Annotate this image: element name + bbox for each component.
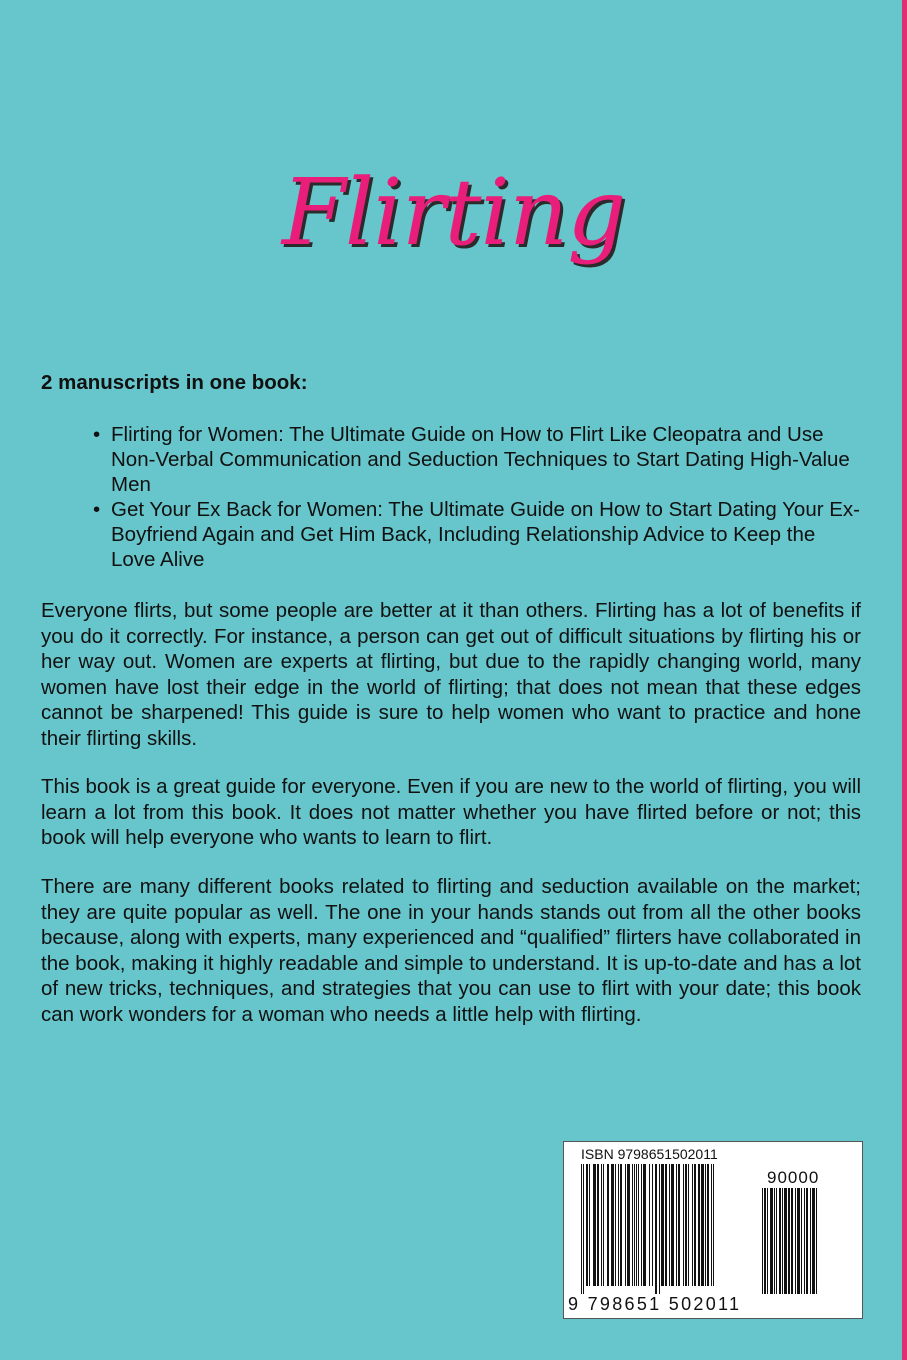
description-paragraph: Everyone flirts, but some people are better at it than others. Flirting has a lot of benefits if you do it correctly. For instance, a person can get out of difficult situations by flirting his or her way out. Women are experts at flirting, but due to the rapidly changing world, many women have lost their edge in the world of flirting; that does not mean that these edges cannot be sharpened! This guide is sure to help women who want to practice and hone their flirting skills.	[41, 599, 861, 750]
isbn-label: ISBN 9798651502011	[581, 1146, 718, 1162]
bullet-icon: •	[93, 423, 101, 446]
manuscript-item	[93, 422, 863, 497]
manuscript-title: Flirting for Women: The Ultimate Guide on How to Flirt Like Cleopatra and Use Non-Verbal Communication and Seduction Techniques to Start Dating High-Value Men	[111, 423, 850, 496]
barcode-addon-bars-icon	[762, 1188, 844, 1296]
bullet-icon: •	[93, 498, 101, 521]
barcode-digits: 9 798651 502011	[568, 1294, 742, 1314]
book-title: Flirting	[281, 159, 626, 266]
description-paragraph: There are many different books related to flirting and seduction available on the market; they are quite popular as well. The one in your hands stands out from all the other books because, along with experts, many experienced and “qualified” flirters have collaborated in the book, making it highly readable and simple to understand. It is up-to-date and has a lot of new tricks, techniques, and strategies that you can use to flirt with your date; this book can work wonders for a woman who needs a little help with flirting.	[41, 875, 861, 1026]
description-paragraph: This book is a great guide for everyone. Even if you are new to the world of flirting, you will learn a lot from this book. It does not matter whether you have flirted before or not; this book will help everyone who wants to learn to flirt.	[41, 775, 861, 849]
manuscript-list	[93, 422, 863, 572]
barcode-bars-icon	[581, 1164, 753, 1296]
manuscripts-heading: 2 manuscripts in one book:	[41, 371, 308, 394]
barcode-addon-digits: 90000	[767, 1168, 820, 1187]
isbn-barcode	[563, 1141, 863, 1319]
manuscript-item	[93, 497, 863, 572]
manuscript-title: Get Your Ex Back for Women: The Ultimate Guide on How to Start Dating Your Ex-Boyfriend Again and Get Him Back, Including Relationship Advice to Keep the Love Alive	[111, 498, 861, 571]
